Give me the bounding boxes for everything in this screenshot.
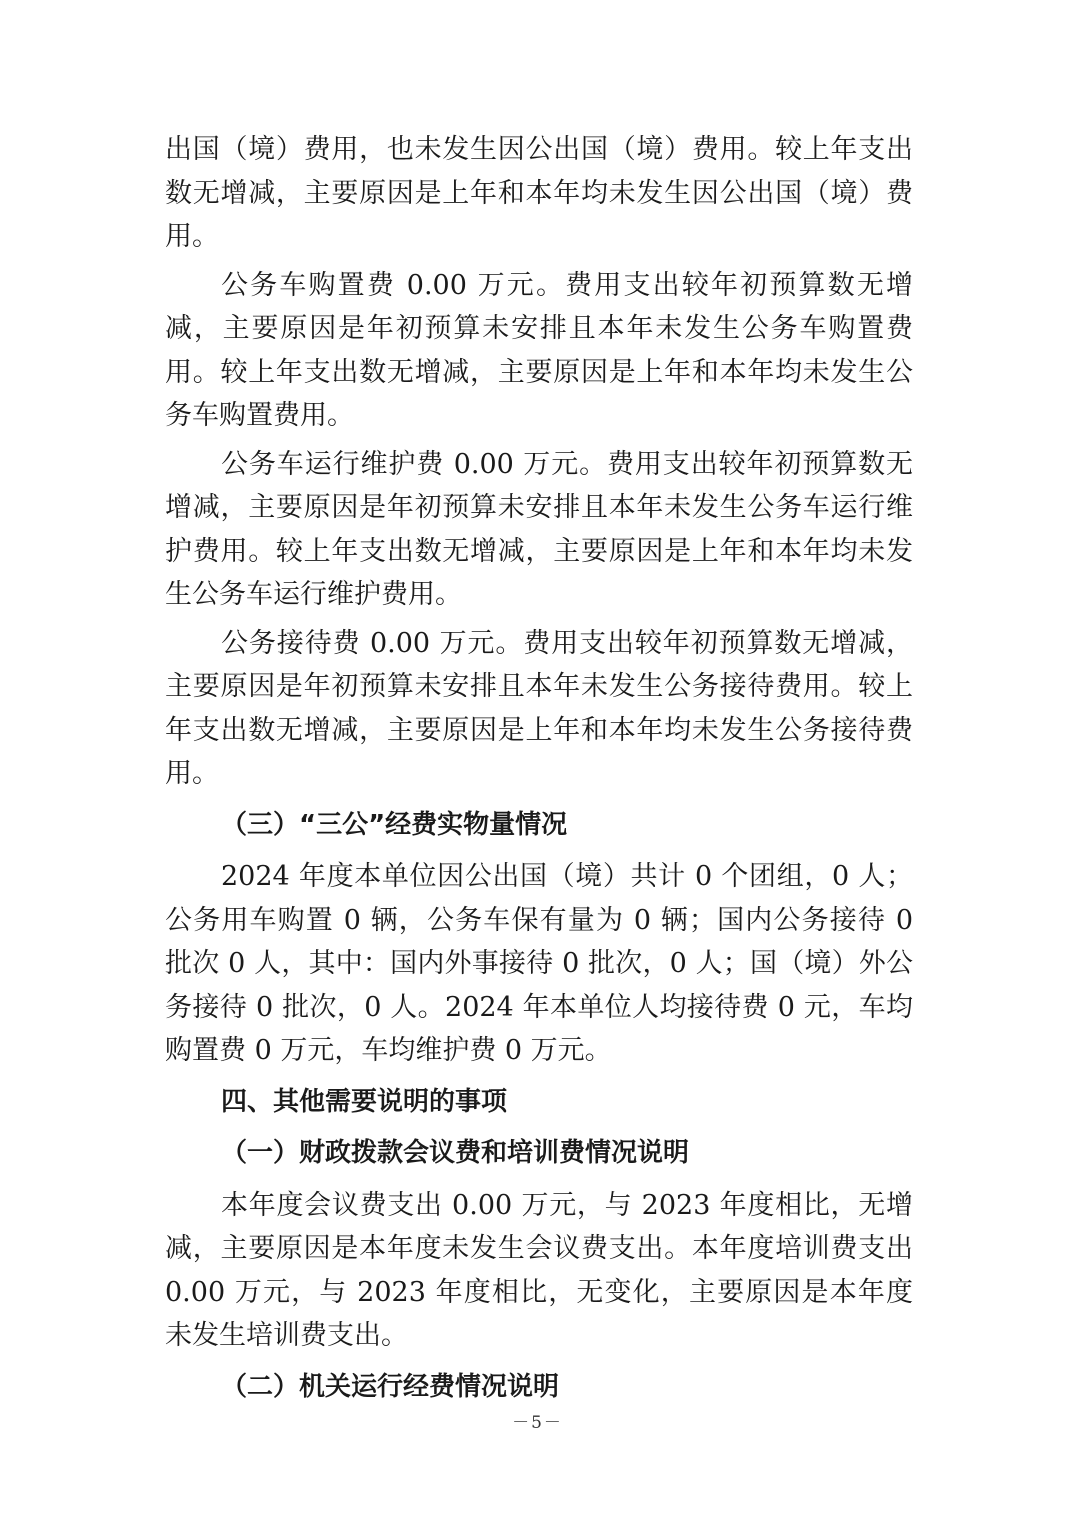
paragraph-reception: 公务接待费 0.00 万元。费用支出较年初预算数无增减，主要原因是年初预算未安排且本年未发生公务接待费用。较上年支出数无增减，主要原因是上年和本年均未发生公务接待费用。 [165,627,913,789]
heading-three-public-quantities: （三）“三公”经费实物量情况 [221,809,568,840]
paragraph-three-public-quantities: 2024 年度本单位因公出国（境）共计 0 个团组，0 人；公务用车购置 0 辆，公务车保有量为 0 辆；国内公务接待 0 批次 0 人，其中：国内外事接待 0 批次，0 人；国（境）外公务接待 0 批次，0 人。2024 年本单位人均接待费 0 元，车均购置费 0 万元，车均维护费 0 万元。 [165,861,913,1066]
paragraph-vehicle-maintenance: 公务车运行维护费 0.00 万元。费用支出较年初预算数无增减，主要原因是年初预算未安排且本年未发生公务车运行维护费用。较上年支出数无增减，主要原因是上年和本年均未发生公务车运行维护费用。 [165,448,913,610]
paragraph-meeting-training: 本年度会议费支出 0.00 万元，与 2023 年度相比，无增减，主要原因是本年度未发生会议费支出。本年度培训费支出 0.00 万元，与 2023 年度相比，无变化，主要原因是本年度未发生培训费支出。 [165,1189,913,1351]
paragraph-outbound-travel: 出国（境）费用，也未发生因公出国（境）费用。较上年支出数无增减，主要原因是上年和本年均未发生因公出国（境）费用。 [165,134,913,252]
document-body [165,128,913,1417]
page-number: －5－ [512,1413,563,1433]
heading-operating-expenses: （二）机关运行经费情况说明 [221,1371,560,1402]
heading-meeting-training: （一）财政拨款会议费和培训费情况说明 [221,1138,690,1168]
paragraph-vehicle-purchase: 公务车购置费 0.00 万元。费用支出较年初预算数无增减，主要原因是年初预算未安排且本年未发生公务车购置费用。较上年支出数无增减，主要原因是上年和本年均未发生公务车购置费用。 [165,269,913,431]
heading-other-matters: 四、其他需要说明的事项 [221,1086,508,1117]
